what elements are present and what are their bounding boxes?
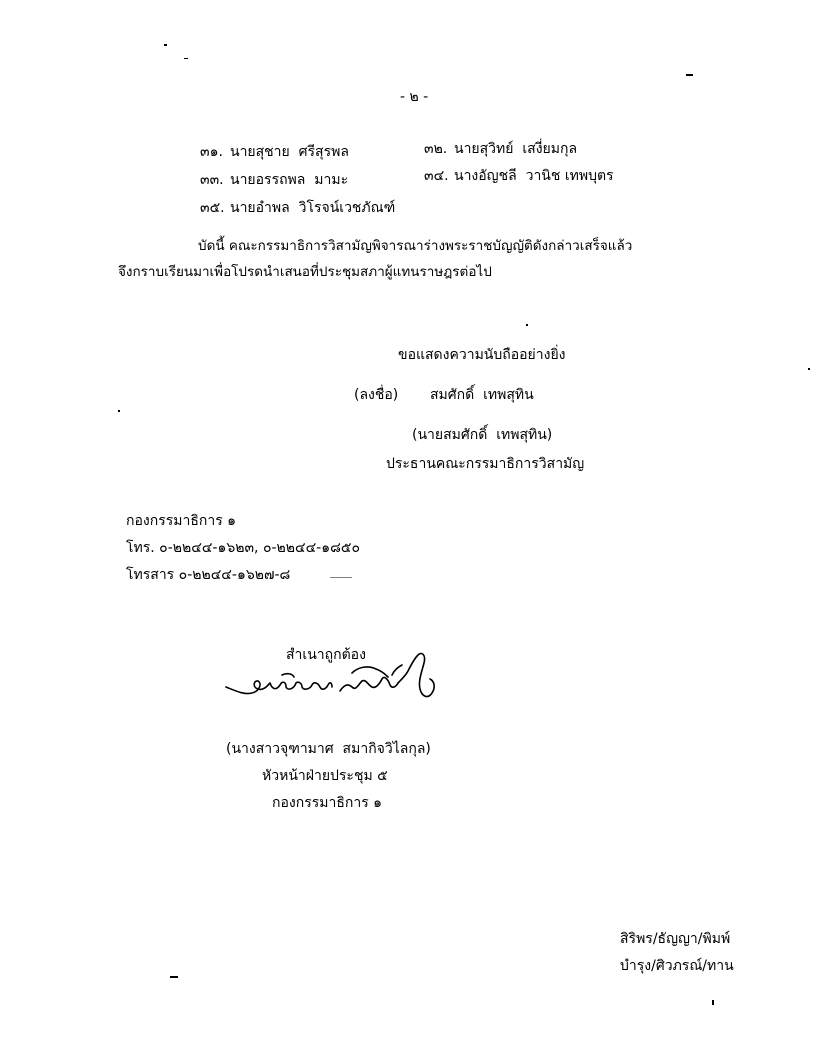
signer-full-name: (นายสมศักดิ์ เทพสุทิน) xyxy=(412,427,553,443)
certifier-name: (นางสาวจุฑามาศ สมากิจวิไลกุล) xyxy=(226,741,431,757)
member-34-name: นางอัญชลี วานิช เทพบุตร xyxy=(454,168,614,184)
closing-regards: ขอแสดงความนับถืออย่างยิ่ง xyxy=(398,347,566,363)
page-number: - ๒ - xyxy=(400,89,429,105)
footer-line-1: สิริพร/ธัญญา/พิมพ์ xyxy=(620,931,731,947)
scan-speck xyxy=(330,577,352,578)
scan-speck xyxy=(184,58,188,59)
office-phone: โทร. ๐-๒๒๔๔-๑๖๒๓, ๐-๒๒๔๔-๑๘๕๐ xyxy=(126,540,361,556)
certifier-position: หัวหน้าฝ่ายประชุม ๕ xyxy=(262,768,388,784)
body-line-1: บัดนี้ คณะกรรมาธิการวิสามัญพิจารณาร่างพระราชบัญญัติดังกล่าวเสร็จแล้ว xyxy=(198,238,633,254)
certifier-department: กองกรรมาธิการ ๑ xyxy=(272,795,383,811)
member-32-number: ๓๒. xyxy=(424,141,448,157)
handwritten-signature xyxy=(222,645,472,725)
member-32-name: นายสุวิทย์ เสงี่ยมกุล xyxy=(454,141,578,157)
certified-label: สำเนาถูกต้อง xyxy=(286,647,366,663)
scan-speck xyxy=(118,410,120,412)
scan-speck xyxy=(686,74,693,76)
scan-speck xyxy=(526,324,528,326)
scan-speck xyxy=(164,44,167,46)
signed-label: (ลงชื่อ) xyxy=(354,387,399,403)
footer-line-2: บำรุง/ศิวภรณ์/ทาน xyxy=(620,958,734,974)
scan-speck xyxy=(712,1000,714,1005)
member-35-name: นายอำพล วิโรจน์เวชภัณฑ์ xyxy=(230,200,396,216)
member-34-number: ๓๔. xyxy=(424,168,449,184)
body-line-2: จึงกราบเรียนมาเพื่อโปรดนำเสนอที่ประชุมสภาผู้แทนราษฎรต่อไป xyxy=(118,264,492,280)
member-31-number: ๓๑. xyxy=(200,144,223,160)
scan-speck xyxy=(170,976,178,978)
member-31-name: นายสุชาย ศรีสุรพล xyxy=(230,144,349,160)
signature-text xyxy=(230,680,238,698)
scan-speck xyxy=(808,368,810,370)
member-33-number: ๓๓. xyxy=(200,172,224,188)
office-department: กองกรรมาธิการ ๑ xyxy=(126,513,237,529)
signed-name: สมศักดิ์ เทพสุทิน xyxy=(430,387,534,403)
member-33-name: นายอรรถพล มามะ xyxy=(230,172,349,188)
signer-position: ประธานคณะกรรมาธิการวิสามัญ xyxy=(386,456,585,472)
member-35-number: ๓๕. xyxy=(200,200,225,216)
office-fax: โทรสาร ๐-๒๒๔๔-๑๖๒๗-๘ xyxy=(126,567,291,583)
